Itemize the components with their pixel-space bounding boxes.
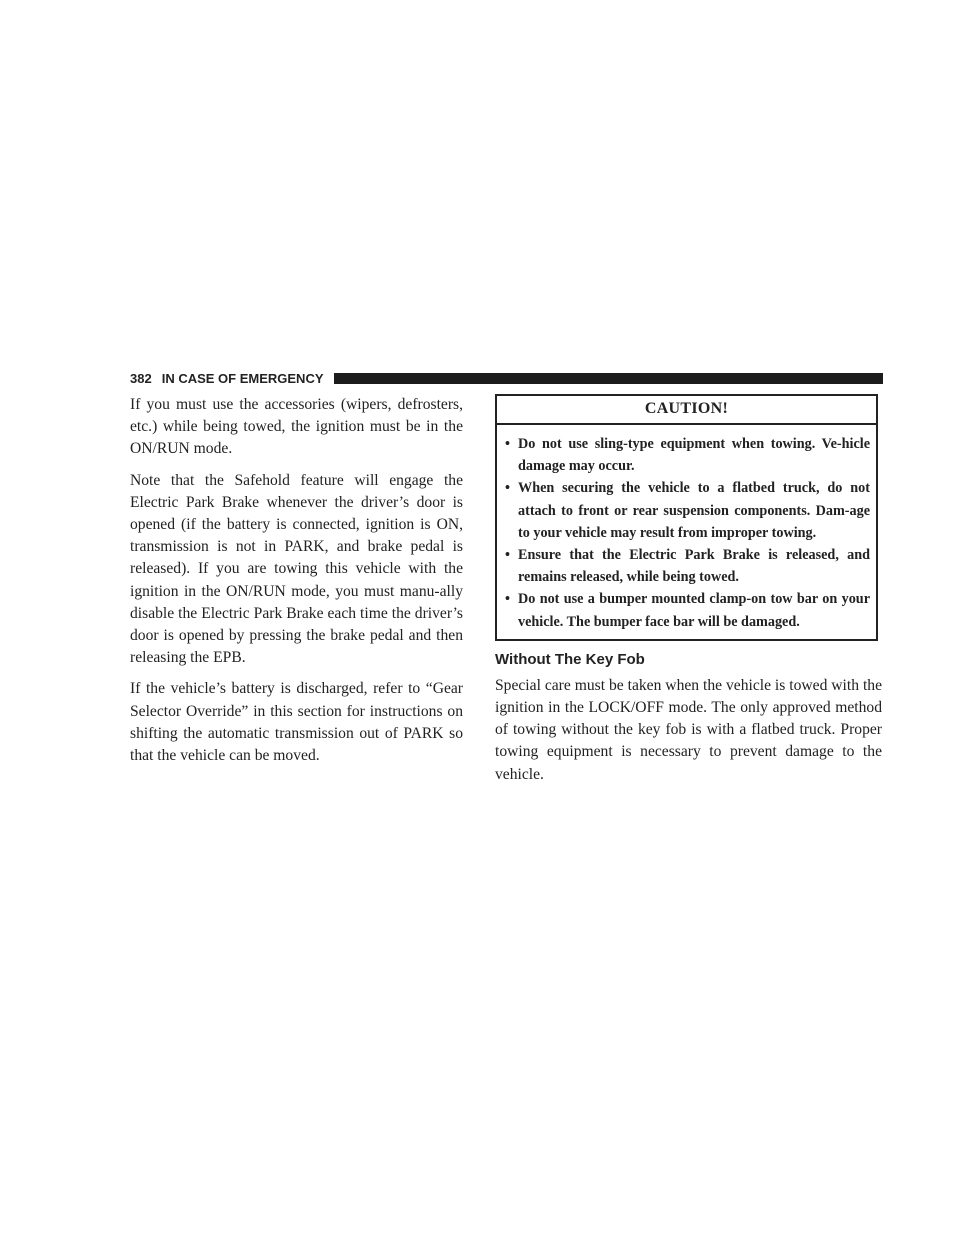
caution-title: CAUTION! — [497, 396, 876, 425]
caution-item-text: Do not use sling-type equipment when towing. Ve-hicle damage may occur. — [518, 436, 870, 475]
left-column — [130, 394, 463, 776]
paragraph-accessories: If you must use the accessories (wipers, defrosters, etc.) while being towed, the ignition must be in the ON/RUN mode. — [130, 396, 463, 458]
caution-item — [505, 433, 870, 477]
caution-list — [497, 425, 876, 639]
caution-item — [505, 588, 870, 632]
bullet-icon: • — [505, 547, 510, 564]
section-title: IN CASE OF EMERGENCY — [161, 370, 324, 386]
caution-item — [505, 544, 870, 588]
paragraph-safehold: Note that the Safehold feature will engage the Electric Park Brake whenever the driver’s door is opened (if the battery is connected, ignition is ON, transmission is not in PARK, and brake pedal is released). If you are towing this vehicle with the ignition in the ON/RUN mode, you must manu-ally disable the Electric Park Brake each time the driver’s door is opened by pressing the brake pedal and then releasing the EPB. — [130, 471, 463, 667]
page-header — [130, 370, 883, 386]
caution-item — [505, 477, 870, 544]
caution-item-text: When securing the vehicle to a flatbed truck, do not attach to front or rear suspension components. Dam-age to your vehicle may result from improper towing. — [518, 480, 870, 541]
caution-box — [495, 394, 878, 641]
caution-item-text: Ensure that the Electric Park Brake is released, and remains released, while being towed. — [518, 547, 870, 586]
bullet-icon: • — [505, 480, 510, 497]
subheading-without-key-fob: Without The Key Fob — [495, 650, 645, 668]
paragraph-without-key-fob: Special care must be taken when the vehicle is towed with the ignition in the LOCK/OFF mode. The only approved method of towing without the key fob is with a flatbed truck. Proper towing equipment is necessary to prevent damage to the vehicle. — [495, 676, 882, 783]
bullet-icon: • — [505, 591, 510, 608]
page-number: 382 — [130, 370, 152, 386]
bullet-icon: • — [505, 436, 510, 452]
right-column — [495, 394, 882, 795]
caution-item-text: Do not use a bumper mounted clamp-on tow bar on your vehicle. The bumper face bar will be damaged. — [518, 591, 870, 630]
header-rule — [334, 373, 884, 384]
paragraph-battery-discharged: If the vehicle’s battery is discharged, refer to “Gear Selector Override” in this section for instructions on shifting the automatic transmission out of PARK so that the vehicle can be moved. — [130, 680, 463, 765]
